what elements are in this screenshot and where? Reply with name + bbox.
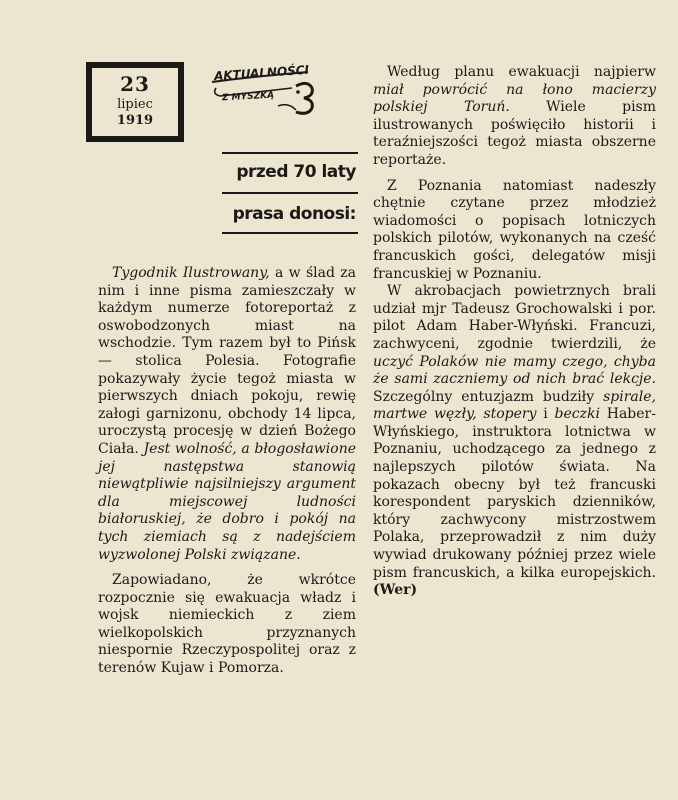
header-rule-bottom (222, 232, 358, 234)
date-year: 1919 (116, 113, 154, 128)
logo-line-1: AKTUALNOŚCI (213, 62, 310, 84)
logo-line-2: Z MYSZKĄ (221, 90, 275, 104)
column-logo (208, 62, 320, 120)
date-box (86, 62, 184, 142)
right-paragraph-2: Z Poznania natomiast nadeszły chętnie czytane przez młodzież wiadomości o popisach lotniczych polskich pilotów, wykonanych na cześć francuskich gości, delegatów misji francuskiej w Poznaniu. (373, 177, 656, 282)
date-day: 23 (120, 72, 150, 96)
left-column (98, 265, 356, 678)
date-month: lipiec (117, 97, 153, 112)
right-column (373, 64, 656, 600)
author-signature: (Wer) (373, 582, 418, 599)
header-rule-top (222, 152, 358, 154)
header-rule-middle (222, 192, 358, 194)
right-paragraph-3: W akrobacjach powietrznych brali udział mjr Tadeusz Grochowalski i por. pilot Adam Haber-Włyński. Francuzi, zachwyceni, zgodnie twierdzili, że uczyć Polaków nie mamy czego, chyba że sami zaczniemy od nich brać lekcje. Szczególny entuzjazm budziły spirale, martwe węzły, stopery i beczki Haber-Włyńskiego, instruktora lotnictwa w Poznaniu, uchodzącego za jednego z najlepszych pilotów świata. Na pokazach obecny był też francuski korespondent paryskich dzienników, który zachwycony mistrzostwem Polaka, przeprowadził z nim duży wywiad drukowany później przez wiele pism francuskich, a kilka europejskich. (Wer) (373, 283, 656, 599)
right-paragraph-1: Według planu ewakuacji najpierw miał powrócić na łono macierzy polskiej Toruń. Wiele pism ilustrowanych poświęciło historii i teraźniejszości tegoż miasta obszerne reportaże. (373, 64, 656, 168)
magazine-title: Tygodnik Ilustrowany, (112, 265, 270, 281)
header-line-2: prasa donosi: (232, 204, 356, 224)
header-line-1: przed 70 laty (236, 162, 356, 182)
quote-text: Jest wolność, a błogosławione jej następstwa stanowią niewątpliwie najsilniejszy argument dla miejscowej ludności białoruskiej, że dobro i pokój na tych ziemiach są z nadejściem wyzwolonej Polski związane. (98, 440, 356, 563)
left-paragraph-1: Tygodnik Ilustrowany, a w ślad za nim i inne pisma zamieszczały w każdym numerze fotoreportaż z oswobodzonych miast na wschodzie. Tym razem był to Pińsk — stolica Polesia. Fotografie pokazywały życie tegoż miasta w pierwszych dniach pokoju, rewię załogi garnizonu, obchody 14 lipca, uroczystą procesję w dzień Bożego Ciała. Jest wolność, a błogosławione jej następstwa stanowią niewątpliwie najsilniejszy argument dla miejscowej ludności białoruskiej, że dobro i pokój na tych ziemiach są z nadejściem wyzwolonej Polski związane. (98, 265, 356, 563)
left-paragraph-2: Zapowiadano, że wkrótce rozpocznie się ewakuacja władz i wojsk niemieckich z ziem wielkopolskich przyznanych niespornie Rzeczypospolitej oraz z terenów Kujaw i Pomorza. (98, 572, 356, 677)
